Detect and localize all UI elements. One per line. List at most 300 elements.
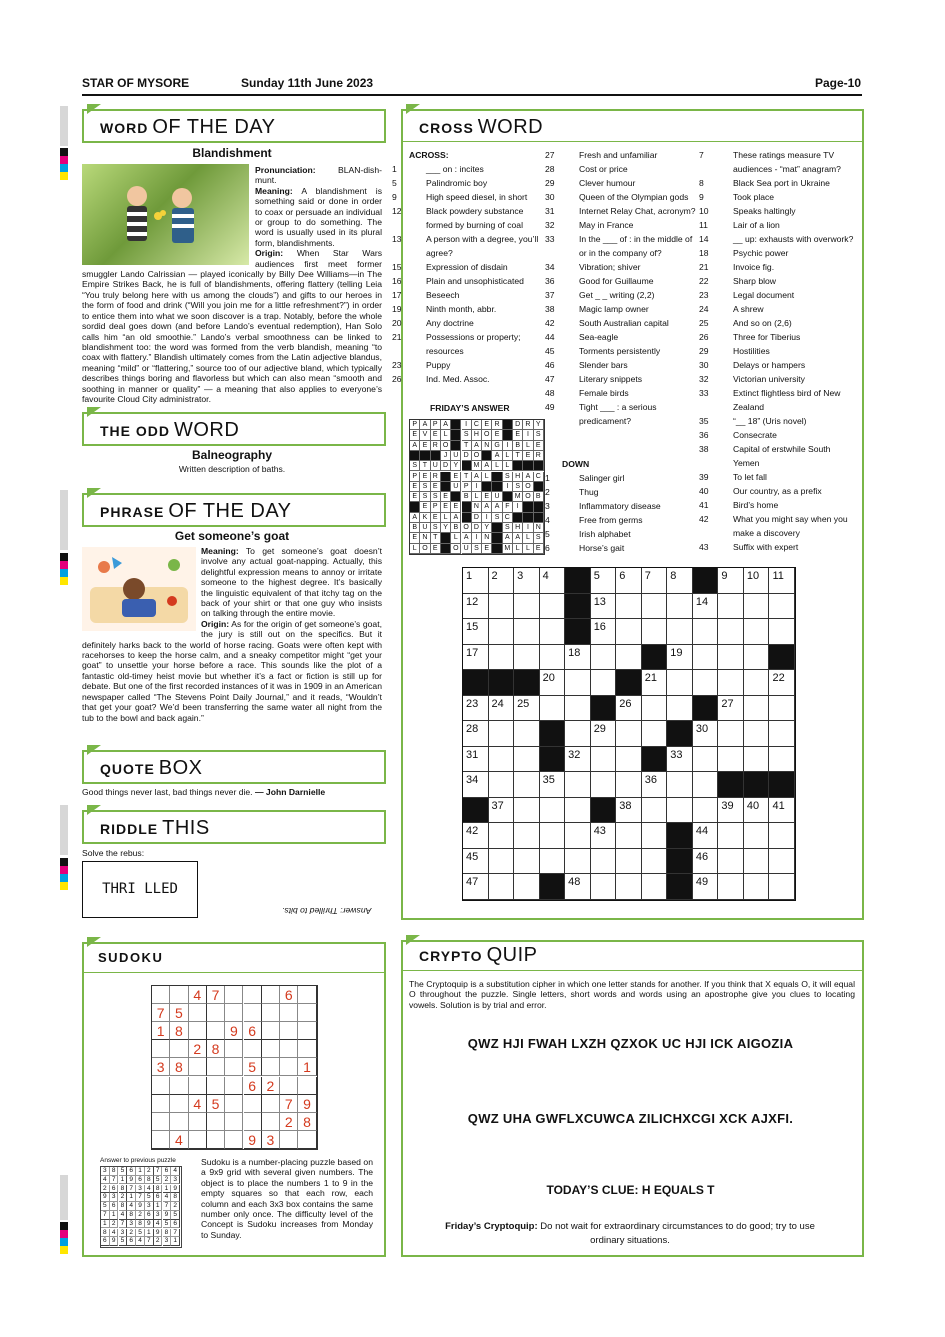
answer-letter: J <box>441 451 451 461</box>
clue-text: Female birds <box>579 388 629 398</box>
section-title-big: THIS <box>162 817 210 839</box>
crossword-cell[interactable] <box>642 849 668 875</box>
crossword-cell[interactable] <box>616 619 642 645</box>
crossword-cell[interactable] <box>642 772 668 798</box>
crossword-cell[interactable] <box>718 747 744 773</box>
registration-marks <box>60 553 68 585</box>
crossword-cell[interactable] <box>565 823 591 849</box>
answer-letter: U <box>431 461 441 471</box>
answer-letter: O <box>420 544 430 554</box>
clue-item <box>545 316 702 330</box>
sudoku-empty-cell[interactable] <box>244 1040 262 1058</box>
clue-number: 43 <box>699 542 709 552</box>
clue-item <box>545 274 702 288</box>
crossword-cell[interactable] <box>565 772 591 798</box>
crossword-cell[interactable] <box>769 798 795 824</box>
crossword-cell[interactable] <box>667 747 693 773</box>
sudoku-empty-cell[interactable] <box>170 986 188 1004</box>
crossword-cell[interactable] <box>565 747 591 773</box>
crossword-cell[interactable] <box>718 874 744 900</box>
sudoku-empty-cell[interactable] <box>207 1113 225 1131</box>
clue-item <box>392 330 549 358</box>
crossword-cell[interactable] <box>718 619 744 645</box>
answer-digit: 3 <box>154 1211 163 1220</box>
answer-letter: A <box>492 451 502 461</box>
crossword-cell[interactable] <box>769 823 795 849</box>
crossword-cell[interactable] <box>616 645 642 671</box>
black-square <box>540 874 566 900</box>
crossword-cell[interactable] <box>616 594 642 620</box>
crossword-cell[interactable] <box>693 721 719 747</box>
crossword-cell[interactable] <box>565 798 591 824</box>
crossword-cell[interactable] <box>616 823 642 849</box>
sudoku-empty-cell[interactable] <box>298 1131 316 1149</box>
sudoku-empty-cell[interactable] <box>244 986 262 1004</box>
answer-digit: 7 <box>101 1211 110 1220</box>
crossword-cell[interactable] <box>489 594 515 620</box>
crossword-cell[interactable] <box>667 670 693 696</box>
answer-letter: M <box>513 492 523 502</box>
answer-letter: A <box>503 533 513 543</box>
crossword-cell[interactable] <box>616 568 642 594</box>
sudoku-empty-cell[interactable] <box>262 1040 280 1058</box>
crossword-cell[interactable] <box>693 823 719 849</box>
crossword-cell[interactable] <box>744 568 770 594</box>
answer-black-square <box>431 451 441 461</box>
sudoku-empty-cell[interactable] <box>298 1004 316 1022</box>
answer-digit: 9 <box>101 1193 110 1202</box>
crossword-cell[interactable] <box>718 670 744 696</box>
sudoku-empty-cell[interactable] <box>225 1113 243 1131</box>
answer-digit: 2 <box>119 1193 128 1202</box>
origin-text: When Star Wars audiences first meet former smuggler Lando Calrissian — played iconically by Billy Dee Williams—in The Empire Strikes Back, he is full of blandishments, offering flattery (telling Leia “You truly belong here with us among the clouds”) and gifts to our heroes in the form of food and drink (“Will you join me for a little refreshment?”) in order to entice them into what we soon discover is a trap. Notably, before the whole sordid deal goes down (and before Lando’s eventual redemption), Han Solo calls him “an old smoothie.” Lando’s verbal smoothness can be linked to blandishment too: the word was formed from the verb blandish, meaning “to coax with flattery.” Blandish ultimately comes from the Latin adjective blandus, meaning “mild” or “flattering,” source too of our adjective bland, which typically describes things boring and flavorless but which can also mean “smooth and soothing in manner or quality” — a meaning that also applies to everyone’s favourite Cloud City administrator. <box>82 248 383 404</box>
answer-digit: 3 <box>171 1176 180 1185</box>
crossword-cell[interactable] <box>591 849 617 875</box>
sudoku-empty-cell[interactable] <box>152 1113 170 1131</box>
crossword-cell[interactable] <box>744 721 770 747</box>
crossword-cell[interactable] <box>718 568 744 594</box>
crossword-cell[interactable] <box>744 823 770 849</box>
answer-letter: S <box>431 492 441 502</box>
crossword-cell[interactable] <box>693 747 719 773</box>
crossword-cell[interactable] <box>667 594 693 620</box>
crossword-cell[interactable] <box>540 772 566 798</box>
answer-black-square <box>492 533 502 543</box>
crossword-cell[interactable] <box>769 874 795 900</box>
crossword-cell[interactable] <box>718 721 744 747</box>
sudoku-empty-cell[interactable] <box>189 1113 207 1131</box>
sudoku-empty-cell[interactable] <box>262 1022 280 1040</box>
sudoku-empty-cell[interactable] <box>225 1058 243 1076</box>
crossword-cell[interactable] <box>642 696 668 722</box>
answer-letter: I <box>523 523 533 533</box>
crossword-cell[interactable] <box>642 798 668 824</box>
crossword-cell[interactable] <box>616 696 642 722</box>
clue-number: 19 <box>392 304 402 314</box>
crossword-cell[interactable] <box>463 772 489 798</box>
crossword-cell[interactable] <box>667 645 693 671</box>
crossword-cell[interactable] <box>769 849 795 875</box>
crossword-cell[interactable] <box>693 619 719 645</box>
crossword-cell[interactable] <box>769 721 795 747</box>
crossword-cell[interactable] <box>540 645 566 671</box>
answer-digit: 6 <box>163 1167 172 1176</box>
answer-digit: 8 <box>110 1167 119 1176</box>
crossword-cell[interactable] <box>693 772 719 798</box>
crossword-cell[interactable] <box>744 619 770 645</box>
crossword-cell[interactable] <box>616 721 642 747</box>
answer-letter: E <box>482 492 492 502</box>
sudoku-empty-cell[interactable] <box>225 986 243 1004</box>
crossword-cell[interactable] <box>616 798 642 824</box>
answer-letter: U <box>420 523 430 533</box>
crossword-cell[interactable] <box>463 823 489 849</box>
answer-letter: E <box>410 482 420 492</box>
crossword-cell[interactable] <box>540 568 566 594</box>
sudoku-empty-cell[interactable] <box>280 1040 298 1058</box>
clue-item <box>699 218 856 232</box>
answer-letter: S <box>503 472 513 482</box>
crossword-cell[interactable] <box>718 849 744 875</box>
crossword-cell[interactable] <box>514 721 540 747</box>
sudoku-empty-cell[interactable] <box>207 1022 225 1040</box>
clue-item <box>392 288 549 302</box>
black-square <box>616 670 642 696</box>
crossword-cell[interactable] <box>540 798 566 824</box>
sudoku-empty-cell[interactable] <box>152 1077 170 1095</box>
sudoku-empty-cell[interactable] <box>298 1040 316 1058</box>
crossword-cell[interactable] <box>667 798 693 824</box>
crossword-cell[interactable] <box>591 772 617 798</box>
sudoku-empty-cell[interactable] <box>244 1113 262 1131</box>
sudoku-empty-cell[interactable] <box>152 1040 170 1058</box>
answer-digit: 2 <box>136 1211 145 1220</box>
clue-text: Any doctrine <box>426 318 474 328</box>
sudoku-empty-cell[interactable] <box>280 1058 298 1076</box>
crossword-cell[interactable] <box>463 874 489 900</box>
black-square <box>463 670 489 696</box>
clue-text: Plain and unsophisticated <box>426 276 524 286</box>
clue-item <box>699 302 856 316</box>
crossword-cell[interactable] <box>769 594 795 620</box>
crossword-cell[interactable] <box>565 721 591 747</box>
sudoku-empty-cell[interactable] <box>244 1004 262 1022</box>
sudoku-empty-cell[interactable] <box>189 1058 207 1076</box>
crossword-cell[interactable] <box>463 747 489 773</box>
crossword-cell[interactable] <box>514 696 540 722</box>
crossword-cell[interactable] <box>489 874 515 900</box>
sudoku-empty-cell[interactable] <box>170 1095 188 1113</box>
sudoku-empty-cell[interactable] <box>280 1022 298 1040</box>
crossword-cell[interactable] <box>693 645 719 671</box>
answer-letter: N <box>472 502 482 512</box>
crossword-cell[interactable] <box>616 874 642 900</box>
word-of-the-day-header <box>82 109 386 143</box>
crossword-cell[interactable] <box>642 823 668 849</box>
crossword-cell[interactable] <box>540 594 566 620</box>
answer-letter: R <box>431 441 441 451</box>
crossword-cell[interactable] <box>642 670 668 696</box>
crossword-cell[interactable] <box>616 772 642 798</box>
crossword-cell[interactable] <box>514 619 540 645</box>
crossword-cell[interactable] <box>514 568 540 594</box>
sudoku-empty-cell[interactable] <box>225 1131 243 1149</box>
crossword-cell[interactable] <box>565 696 591 722</box>
answer-digit: 8 <box>154 1185 163 1194</box>
crossword-cell[interactable] <box>565 874 591 900</box>
sudoku-empty-cell[interactable] <box>189 1022 207 1040</box>
answer-digit: 1 <box>154 1202 163 1211</box>
crossword-cell[interactable] <box>540 823 566 849</box>
crossword-cell[interactable] <box>463 696 489 722</box>
sudoku-empty-cell[interactable] <box>262 1113 280 1131</box>
sudoku-empty-cell[interactable] <box>207 1131 225 1149</box>
crossword-cell[interactable] <box>514 645 540 671</box>
sudoku-empty-cell[interactable] <box>244 1095 262 1113</box>
clue-number: 7 <box>699 150 704 160</box>
crossword-cell[interactable] <box>718 823 744 849</box>
answer-letter: E <box>431 544 441 554</box>
clue-item <box>392 232 549 260</box>
crossword-cell[interactable] <box>591 747 617 773</box>
clue-item <box>392 358 549 372</box>
clue-text: Possessions or property; resources <box>426 332 521 356</box>
crossword-cell[interactable] <box>693 849 719 875</box>
answer-letter: Y <box>451 461 461 471</box>
quote: Good things never last, bad things never die. <box>82 787 253 797</box>
crossword-cell[interactable] <box>565 645 591 671</box>
crossword-cell[interactable] <box>591 670 617 696</box>
clue-number: 30 <box>545 192 555 202</box>
crossword-cell[interactable] <box>744 798 770 824</box>
sudoku-empty-cell[interactable] <box>298 1077 316 1095</box>
crossword-cell[interactable] <box>642 619 668 645</box>
crossword-cell[interactable] <box>514 747 540 773</box>
crossword-cell[interactable] <box>540 696 566 722</box>
sudoku-empty-cell[interactable] <box>225 1077 243 1095</box>
sudoku-empty-cell[interactable] <box>189 1004 207 1022</box>
answer-digit: 5 <box>145 1193 154 1202</box>
crossword-cell[interactable] <box>642 594 668 620</box>
clue-text: Fresh and unfamiliar <box>579 150 658 160</box>
crossword-cell[interactable] <box>565 849 591 875</box>
crossword-cell[interactable] <box>463 568 489 594</box>
sudoku-empty-cell[interactable] <box>189 1077 207 1095</box>
clue-number: 36 <box>545 276 555 286</box>
crossword-cell[interactable] <box>744 874 770 900</box>
crossword-cell[interactable] <box>514 823 540 849</box>
crossword-cell[interactable] <box>616 849 642 875</box>
crossword-cell[interactable] <box>642 874 668 900</box>
crossword-cell[interactable] <box>489 772 515 798</box>
cell-number: 2 <box>491 570 498 582</box>
sudoku-given: 4 <box>170 1131 188 1149</box>
sudoku-empty-cell[interactable] <box>152 986 170 1004</box>
crossword-cell[interactable] <box>463 645 489 671</box>
sudoku-empty-cell[interactable] <box>280 1004 298 1022</box>
crossword-cell[interactable] <box>769 670 795 696</box>
crossword-cell[interactable] <box>744 594 770 620</box>
clue-text: Palindromic boy <box>426 178 488 188</box>
crossword-cell[interactable] <box>744 747 770 773</box>
crossword-cell[interactable] <box>642 721 668 747</box>
crossword-cell[interactable] <box>540 619 566 645</box>
crossword-cell[interactable] <box>489 721 515 747</box>
sudoku-empty-cell[interactable] <box>170 1040 188 1058</box>
crossword-cell[interactable] <box>769 619 795 645</box>
crossword-cell[interactable] <box>591 568 617 594</box>
crossword-cell[interactable] <box>769 696 795 722</box>
meaning-text: A blandishment is something said or done in order to coax or persuade an individual or group to do something. The word is usually used in its plural form, blandishments. <box>255 185 383 248</box>
quote-author: — John Darnielle <box>254 787 326 797</box>
paper-name: STAR OF MYSORE <box>82 76 190 90</box>
answer-letter: E <box>482 420 492 430</box>
answer-digit: 6 <box>110 1202 119 1211</box>
answer-digit: 3 <box>110 1193 119 1202</box>
crossword-cell[interactable] <box>667 696 693 722</box>
answer-black-square <box>441 533 451 543</box>
crossword-cell[interactable] <box>693 798 719 824</box>
cell-number: 27 <box>721 697 734 710</box>
clue-item <box>699 176 856 190</box>
crossword-cell[interactable] <box>514 594 540 620</box>
crossword-cell[interactable] <box>489 696 515 722</box>
answer-letter: Y <box>482 523 492 533</box>
answer-digit: 9 <box>145 1220 154 1229</box>
sudoku-empty-cell[interactable] <box>280 1077 298 1095</box>
crossword-cell[interactable] <box>718 594 744 620</box>
crossword-cell[interactable] <box>718 645 744 671</box>
fridays-answer-label: FRIDAY’S ANSWER <box>430 403 510 413</box>
todays-clue: TODAY’S CLUE: H EQUALS T <box>546 1183 715 1197</box>
crossword-cell[interactable] <box>591 823 617 849</box>
crossword-cell[interactable] <box>489 619 515 645</box>
crossword-cell[interactable] <box>718 696 744 722</box>
crossword-cell[interactable] <box>489 568 515 594</box>
crossword-cell[interactable] <box>591 874 617 900</box>
sudoku-empty-cell[interactable] <box>225 1040 243 1058</box>
sudoku-empty-cell[interactable] <box>170 1077 188 1095</box>
crossword-cell[interactable] <box>591 721 617 747</box>
crossword-cell[interactable] <box>667 619 693 645</box>
clue-text: Ind. Med. Assoc. <box>426 374 490 384</box>
crossword-grid[interactable] <box>462 567 796 901</box>
clue-number: 36 <box>699 430 709 440</box>
crossword-cell[interactable] <box>591 619 617 645</box>
crossword-cell[interactable] <box>667 568 693 594</box>
sudoku-empty-cell[interactable] <box>262 1058 280 1076</box>
sudoku-empty-cell[interactable] <box>262 1095 280 1113</box>
sudoku-empty-cell[interactable] <box>225 1095 243 1113</box>
sudoku-given: 2 <box>189 1040 207 1058</box>
answer-black-square <box>441 482 451 492</box>
crossword-cell[interactable] <box>616 747 642 773</box>
sudoku-empty-cell[interactable] <box>207 1004 225 1022</box>
crossword-cell[interactable] <box>718 798 744 824</box>
crossword-cell[interactable] <box>514 874 540 900</box>
crossword-cell[interactable] <box>744 849 770 875</box>
clue-text: In the ___ of : in the middle of or in the company of? <box>579 234 693 258</box>
black-square <box>769 772 795 798</box>
crossword-cell[interactable] <box>693 874 719 900</box>
sudoku-empty-cell[interactable] <box>298 986 316 1004</box>
answer-letter: N <box>420 533 430 543</box>
answer-letter: E <box>513 430 523 440</box>
crossword-cell[interactable] <box>565 670 591 696</box>
crossword-cell[interactable] <box>489 849 515 875</box>
crossword-cell[interactable] <box>744 645 770 671</box>
sudoku-empty-cell[interactable] <box>262 986 280 1004</box>
crossword-cell[interactable] <box>693 594 719 620</box>
answer-letter: O <box>462 523 472 533</box>
crossword-cell[interactable] <box>514 849 540 875</box>
crossword-cell[interactable] <box>744 696 770 722</box>
sudoku-empty-cell[interactable] <box>207 1058 225 1076</box>
crossword-cell[interactable] <box>693 670 719 696</box>
sudoku-empty-cell[interactable] <box>262 1004 280 1022</box>
crossword-cell[interactable] <box>489 823 515 849</box>
crossword-cell[interactable] <box>744 670 770 696</box>
sudoku-empty-cell[interactable] <box>225 1004 243 1022</box>
crossword-cell[interactable] <box>489 747 515 773</box>
answer-digit: 2 <box>171 1202 180 1211</box>
answer-digit: 3 <box>119 1229 128 1238</box>
crossword-cell[interactable] <box>463 849 489 875</box>
clue-text: Sharp blow <box>733 276 776 286</box>
answer-letter: S <box>503 523 513 533</box>
sudoku-empty-cell[interactable] <box>298 1022 316 1040</box>
crossword-cell[interactable] <box>463 594 489 620</box>
clue-item <box>545 190 702 204</box>
answer-letter: I <box>472 533 482 543</box>
side-bar <box>60 805 68 855</box>
crossword-cell[interactable] <box>769 568 795 594</box>
clue-item <box>699 232 856 246</box>
crossword-cell[interactable] <box>642 568 668 594</box>
sudoku-empty-cell[interactable] <box>152 1095 170 1113</box>
clue-item <box>699 260 856 274</box>
sudoku-given: 6 <box>280 986 298 1004</box>
crossword-cell[interactable] <box>591 645 617 671</box>
sudoku-empty-cell[interactable] <box>152 1131 170 1149</box>
crossword-cell[interactable] <box>463 721 489 747</box>
answer-letter: O <box>523 482 533 492</box>
clue-text: Good for Guillaume <box>579 276 654 286</box>
crossword-cell[interactable] <box>667 772 693 798</box>
sudoku-empty-cell[interactable] <box>189 1131 207 1149</box>
sudoku-empty-cell[interactable] <box>207 1077 225 1095</box>
black-square <box>591 696 617 722</box>
cell-number: 36 <box>644 774 658 787</box>
clue-number: 21 <box>392 332 402 342</box>
sudoku-empty-cell[interactable] <box>170 1113 188 1131</box>
clue-number: 41 <box>699 500 709 510</box>
crossword-cell[interactable] <box>540 670 566 696</box>
sudoku-empty-cell[interactable] <box>280 1131 298 1149</box>
crossword-cell[interactable] <box>591 594 617 620</box>
sudoku-grid[interactable] <box>151 985 318 1150</box>
crossword-cell[interactable] <box>463 619 489 645</box>
clue-number: 44 <box>545 332 555 342</box>
crossword-cell[interactable] <box>514 798 540 824</box>
crossword-cell[interactable] <box>489 798 515 824</box>
clue-number: 4 <box>545 515 550 525</box>
crossword-cell[interactable] <box>489 645 515 671</box>
crossword-cell[interactable] <box>540 849 566 875</box>
crossword-cell[interactable] <box>514 772 540 798</box>
crossword-cell[interactable] <box>769 747 795 773</box>
answer-digit: 4 <box>163 1193 172 1202</box>
